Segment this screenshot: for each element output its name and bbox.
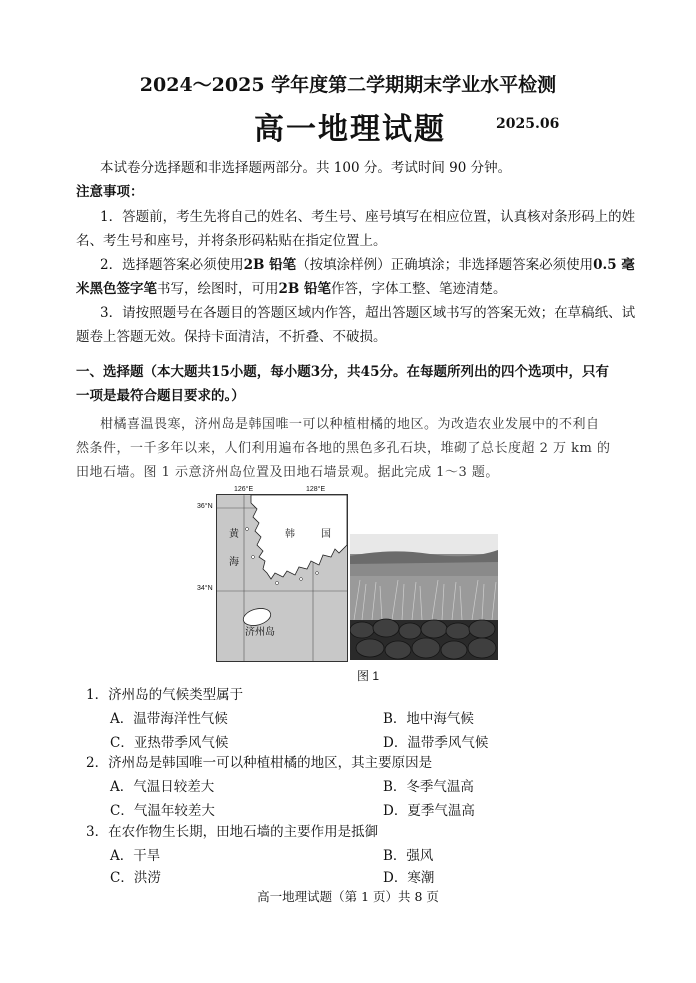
island-dot <box>246 528 249 531</box>
question-3-option-b: B．强风 <box>383 848 434 864</box>
note-3-line-2: 题卷上答题无效。保持卡面清洁，不折叠、不破损。 <box>76 329 387 345</box>
note-3-line-1: 3．请按照题号在各题目的答题区域内作答，超出答题区域书写的答案无效；在草稿纸、试 <box>100 305 636 321</box>
map-label-huang: 黄 <box>229 529 239 540</box>
note-2-line-1: 2．选择题答案必须使用2B 铅笔（按填涂样例）正确填涂；非选择题答案必须使用0.5 毫 <box>100 257 635 273</box>
lon-label-126: 126°E <box>234 486 254 493</box>
note-1-line-1: 1．答题前，考生先将自己的姓名、考生号、座号填写在相应位置，认真核对条形码上的姓 <box>100 209 636 225</box>
island-dot <box>316 572 319 575</box>
question-1-option-d: D．温带季风气候 <box>383 735 489 751</box>
map-label-jeju: 济州岛 <box>245 627 275 638</box>
section-heading-line-2: 一项是最符合题目要求的。） <box>76 388 245 404</box>
map-label-hai: 海 <box>229 557 239 568</box>
passage-line-2: 然条件，一千多年以来，人们利用遍布各地的黑色多孔石块，堆砌了总长度超 2 万 km 的 <box>76 441 611 456</box>
korea-landmass <box>251 495 347 579</box>
question-2-option-a: A．气温日较差大 <box>110 779 215 795</box>
figure-caption: 图 1 <box>357 669 380 683</box>
question-1-option-a: A．温带海洋性气候 <box>110 711 228 727</box>
note-1-line-2: 名、考生号和座号，并将条形码粘贴在指定位置上。 <box>76 233 387 249</box>
photo-svg <box>350 534 498 660</box>
page-footer: 高一地理试题（第 1 页）共 8 页 <box>257 889 439 904</box>
lat-label-36: 36°N <box>197 503 213 510</box>
section-heading-line-1: 一、选择题（本大题共15小题，每小题3分，共45分。在每题所列出的四个选项中，只有 <box>76 364 609 380</box>
exam-title: 2024～2025 学年度第二学期期末学业水平检测 <box>139 74 557 96</box>
lat-label-34: 34°N <box>197 585 213 592</box>
jeju-location-map <box>216 494 348 662</box>
map-svg <box>217 495 347 661</box>
question-1-option-c: C．亚热带季风气候 <box>110 735 229 751</box>
question-3-option-c: C．洪涝 <box>110 870 161 886</box>
map-label-han: 韩 <box>285 529 295 540</box>
lon-label-128: 128°E <box>306 486 326 493</box>
question-2-option-d: D．夏季气温高 <box>383 803 475 819</box>
question-1-option-b: B．地中海气候 <box>383 711 474 727</box>
question-2-option-b: B．冬季气温高 <box>383 779 474 795</box>
map-label-guo: 国 <box>321 529 331 540</box>
passage-line-1: 柑橘喜温畏寒，济州岛是韩国唯一可以种植柑橘的地区。为改造农业发展中的不利自 <box>100 417 600 432</box>
question-3-option-d: D．寒潮 <box>383 870 435 886</box>
subject-title: 高一地理试题 <box>254 112 446 147</box>
exam-summary: 本试卷分选择题和非选择题两部分。共 100 分。考试时间 90 分钟。 <box>100 160 512 176</box>
island-dot <box>252 556 255 559</box>
exam-date: 2025.06 <box>496 116 560 132</box>
question-2-option-c: C．气温年较差大 <box>110 803 215 819</box>
island-dot <box>275 581 278 584</box>
note-2-line-2: 米黑色签字笔书写，绘图时，可用2B 铅笔作答，字体工整、笔迹清楚。 <box>76 281 507 297</box>
island-dot <box>300 578 303 581</box>
question-3-option-a: A．干旱 <box>110 848 161 864</box>
question-3-stem: 3．在农作物生长期，田地石墙的主要作用是抵御 <box>86 824 379 840</box>
passage-line-3: 田地石墙。图 1 示意济州岛位置及田地石墙景观。据此完成 1～3 题。 <box>76 465 499 480</box>
question-1-stem: 1．济州岛的气候类型属于 <box>86 687 244 703</box>
stone-wall-photo <box>350 534 498 660</box>
notes-heading: 注意事项： <box>76 184 144 200</box>
question-2-stem: 2．济州岛是韩国唯一可以种植柑橘的地区，其主要原因是 <box>86 755 433 771</box>
